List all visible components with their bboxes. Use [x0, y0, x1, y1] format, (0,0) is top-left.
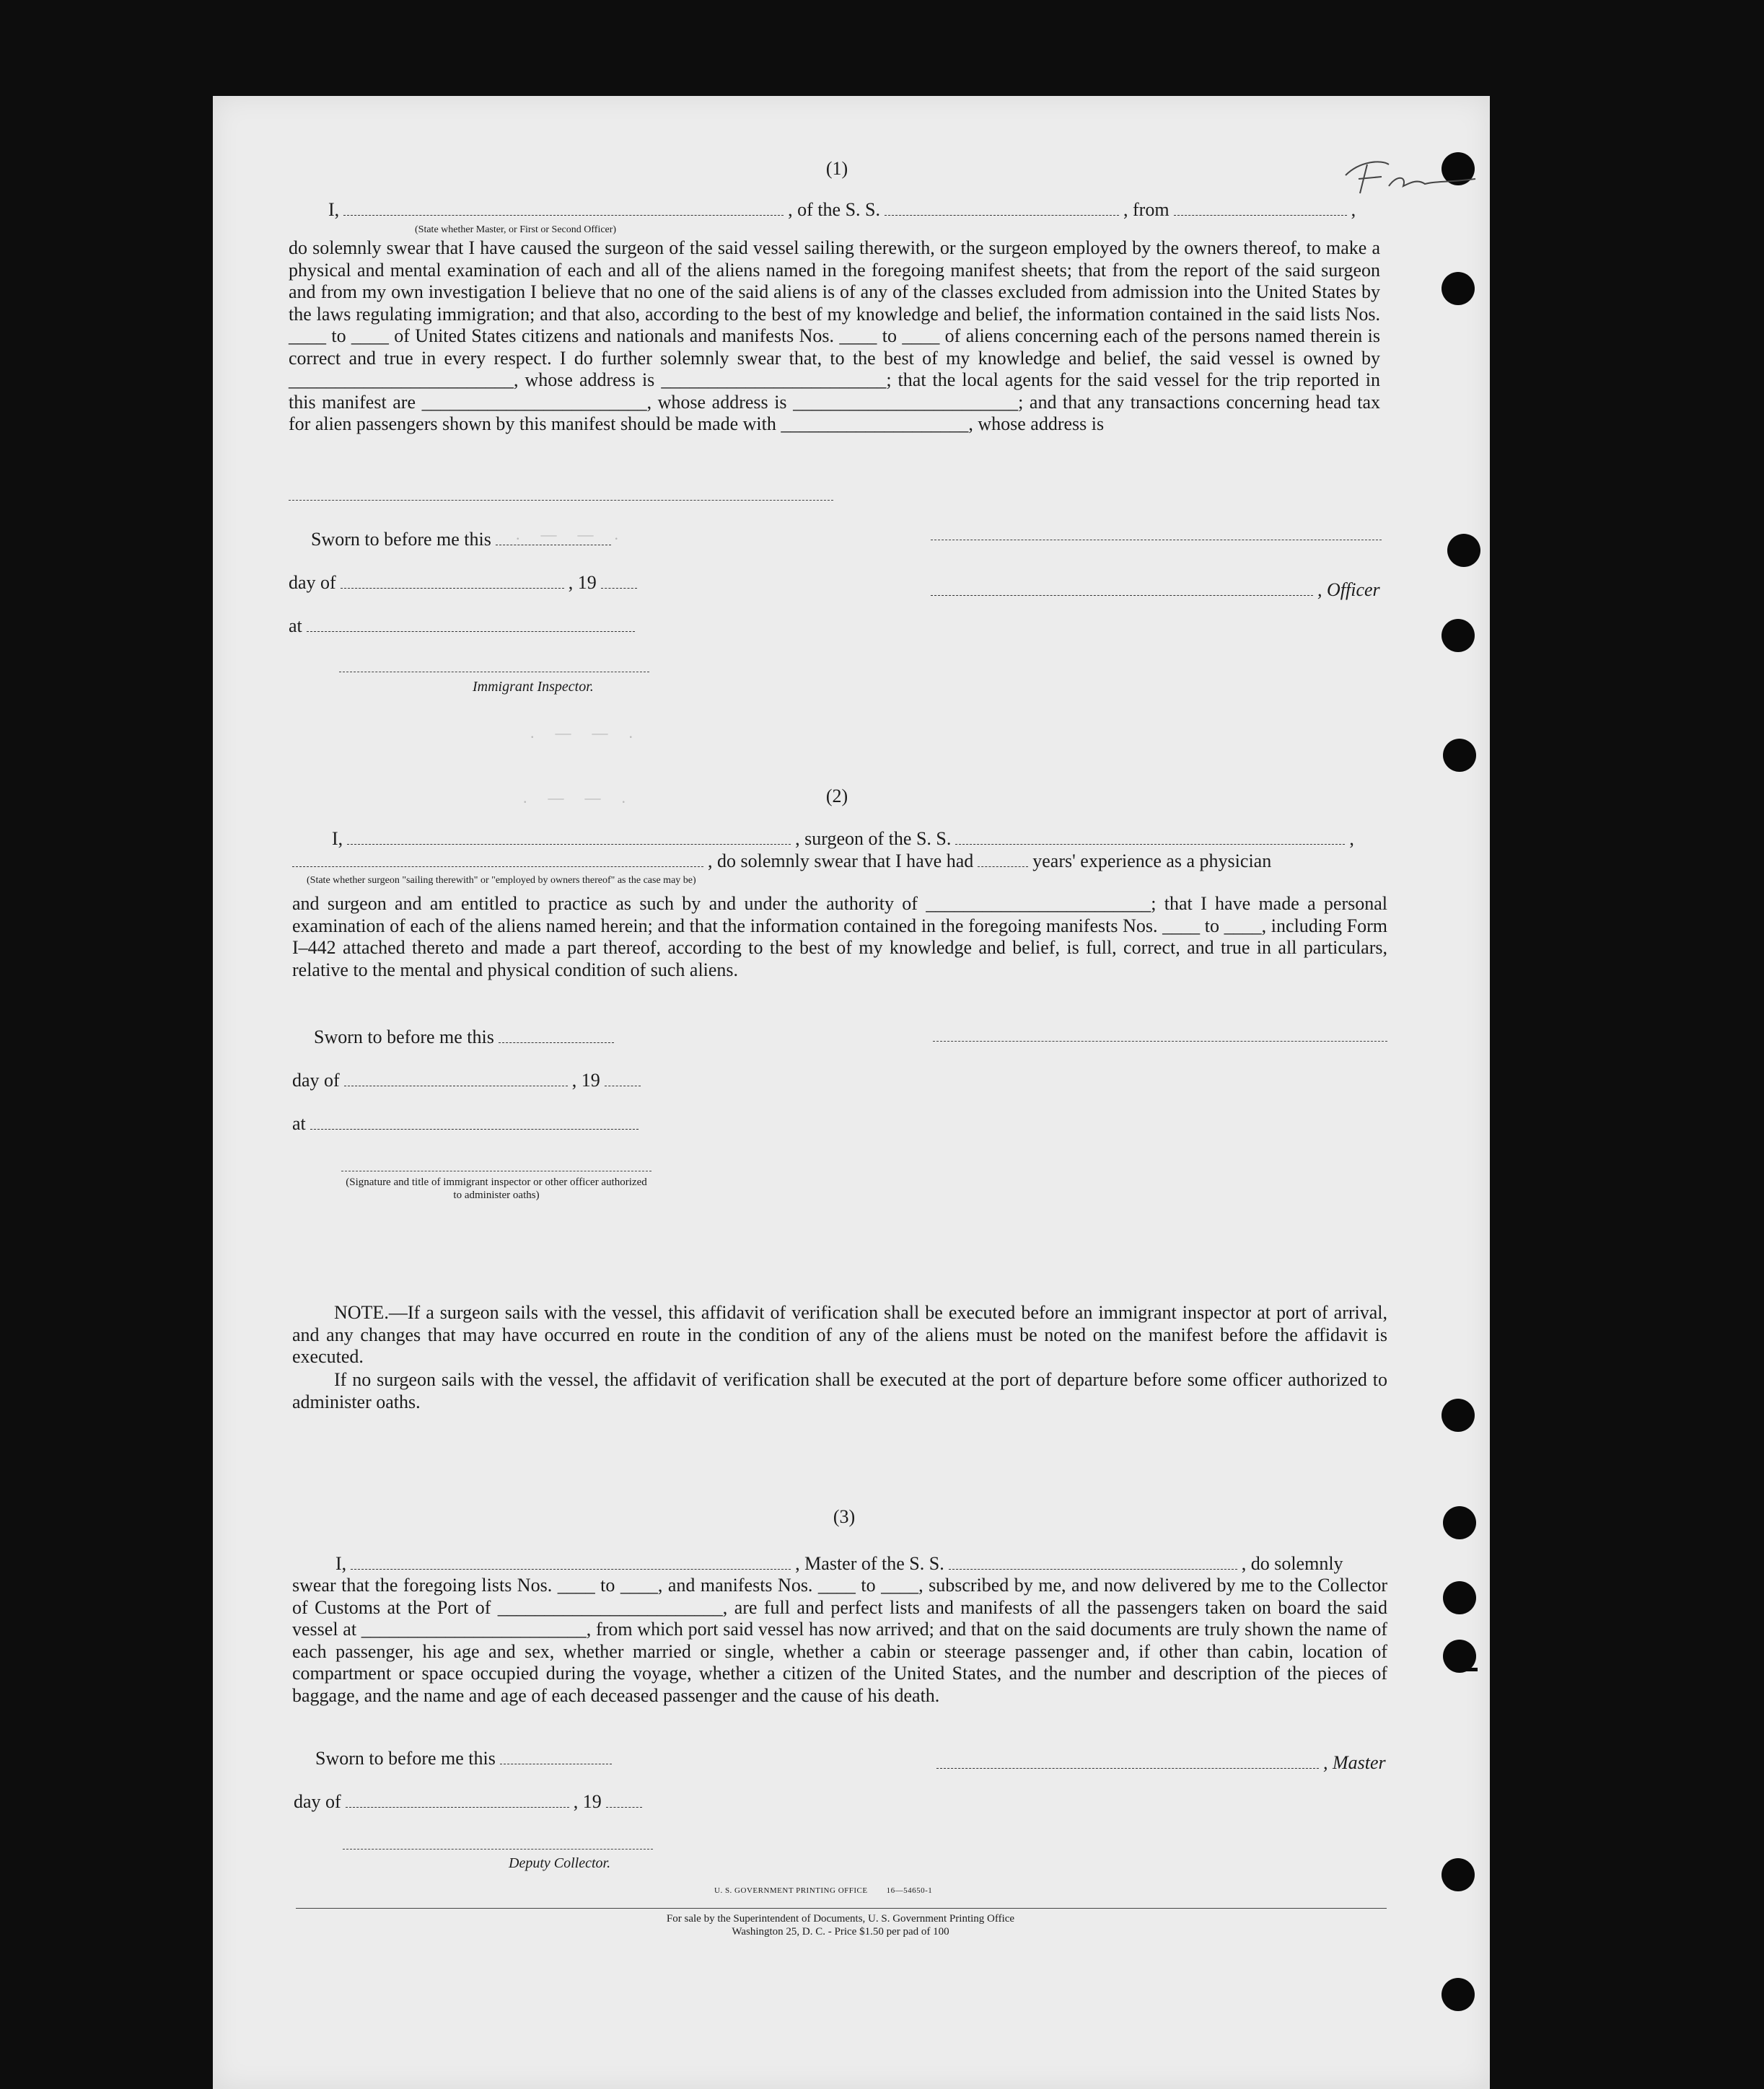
s2-at-field[interactable]	[310, 1116, 639, 1130]
manifest-page	[213, 96, 1490, 2089]
surgeon-name-field[interactable]	[347, 831, 791, 845]
s2-surgeon-sig-line	[933, 1041, 1387, 1042]
from-port-field[interactable]	[1174, 202, 1347, 216]
s2-note-2: If no surgeon sails with the vessel, the affidavit of verification shall be executed at the port of departure before some officer authorized to administer oaths.	[292, 1369, 1387, 1412]
bleed-through-mark: . — — .	[530, 724, 637, 742]
punch-hole	[1443, 739, 1476, 772]
s2-experience-line: , do solemnly swear that I have had years' experience as a physician	[292, 850, 1271, 872]
bleed-through-mark: . — — .	[523, 788, 630, 806]
master-label: , Master	[1323, 1752, 1386, 1773]
s3-deputy-sig-line	[343, 1849, 653, 1850]
deputy-collector-label: Deputy Collector.	[509, 1855, 611, 1871]
years-experience-field[interactable]	[978, 853, 1028, 867]
officer-signature-field[interactable]	[931, 582, 1313, 596]
punch-hole	[1443, 1581, 1476, 1614]
s2-surgeon-line: I, , surgeon of the S. S. ,	[332, 828, 1354, 849]
officer-note: (State whether Master, or First or Second Officer)	[415, 224, 617, 235]
s3-year-field[interactable]	[606, 1794, 642, 1808]
s3-day-of: day of , 19	[294, 1791, 646, 1813]
gpo-imprint: U. S. GOVERNMENT PRINTING OFFICE 16—54650-1	[714, 1886, 933, 1895]
s1-body-end-rule	[289, 500, 833, 501]
s2-month-field[interactable]	[344, 1073, 568, 1086]
punch-hole	[1442, 1858, 1475, 1891]
s1-from-label: , from	[1123, 199, 1170, 220]
master-name-field[interactable]	[351, 1556, 791, 1570]
officer-name-field[interactable]	[343, 202, 784, 216]
s1-year-field[interactable]	[601, 575, 637, 589]
s1-body: do solemnly swear that I have caused the surgeon of the said vessel sailing therewith, or the surgeon employed by the owners thereof, to make a physical and mental examination of each and all of the aliens named in the foregoing manifest sheets; that from the report of the said surgeon and from my own investigation I believe that no one of the said aliens is of any of the classes excluded from admission into the United States by the laws regulating immigration; and that also, according to the best of my knowledge and belief, the information contained in the said lists Nos. ____ to ____ of United States citizens and nationals and manifests Nos. ____ to ____ of aliens concerning each of the persons named therein is correct and true in every respect. I do further solemnly swear that, to the best of my knowledge and belief, the said vessel is owned by ________________________, whose address is ________________________; that the local agents for the said vessel for the trip reported in this manifest are ________________________, whose address is ________________________; and that any transactions concerning head tax for alien passengers shown by this manifest should be made with ____________________, whose address is	[289, 237, 1380, 434]
s2-vessel-field[interactable]	[955, 831, 1345, 845]
s1-sworn: Sworn to before me this	[311, 529, 615, 550]
punch-hole	[1442, 1399, 1475, 1432]
s1-month-field[interactable]	[341, 575, 564, 589]
s2-sworn-date-field[interactable]	[499, 1029, 614, 1043]
punch-hole	[1442, 1978, 1475, 2011]
s1-officer-sig	[931, 579, 1380, 601]
s2-sig-note: (Signature and title of immigrant inspector or other officer authorized to administer oaths)	[346, 1177, 647, 1201]
punch-hole	[1447, 534, 1480, 567]
s2-sworn: Sworn to before me this	[314, 1026, 618, 1048]
footer-rule	[296, 1908, 1387, 1909]
s1-day-of: day of , 19	[289, 572, 641, 594]
s3-master-line: I, , Master of the S. S. , do solemnly	[335, 1553, 1343, 1574]
s3-sworn: Sworn to before me this	[315, 1748, 616, 1769]
bleed-through-mark: . — — .	[516, 525, 623, 543]
surgeon-status-field[interactable]	[292, 853, 703, 867]
s2-note-1: NOTE.—If a surgeon sails with the vessel, this affidavit of verification shall be executed before an immigrant inspector at port of arrival, and any changes that may have occurred en route in the condition of any of the aliens must be noted on the manifest before the affidavit is executed.	[292, 1302, 1387, 1367]
s3-body: swear that the foregoing lists Nos. ____ to ____, and manifests Nos. ____ to ____, subscribed by me, and now delivered by me to the Collector of Customs at the Port of ________________________, are full and perfect lists and manifests of all the passengers taken on board the said vessel at ________________________, from which port said vessel has now arrived; and that on the said documents are truly shown the name of each passenger, his age and sex, whether married or single, whether a cabin or steerage passenger and, if other than cabin, location of compartment or space occupied during the voyage, whether a citizen of the United States, and the number and description of the pieces of baggage, and the name and age of each deceased passenger and the cause of his death.	[292, 1575, 1387, 1706]
s2-at: at	[292, 1113, 643, 1135]
s3-vessel-field[interactable]	[949, 1556, 1237, 1570]
s3-master-sig	[936, 1752, 1386, 1774]
s1-at-field[interactable]	[307, 618, 635, 632]
surgeon-note: (State whether surgeon "sailing therewith" or "employed by owners thereof" as the case may be)	[307, 875, 696, 886]
master-signature-field[interactable]	[936, 1755, 1319, 1769]
sale-notice	[588, 1912, 1093, 1938]
s2-year-field[interactable]	[605, 1073, 641, 1086]
s2-day-of: day of , 19	[292, 1070, 645, 1091]
sale-notice-line-2: Washington 25, D. C. - Price $1.50 per pad of 100	[732, 1926, 949, 1938]
vessel-name-field[interactable]	[885, 202, 1119, 216]
edge-mark	[1459, 1668, 1478, 1671]
section-1-number: (1)	[825, 158, 848, 179]
s1-officer-line: I, , of the S. S. , from ,	[328, 199, 1356, 220]
s1-at: at	[289, 615, 639, 637]
section-3-number: (3)	[833, 1506, 856, 1527]
section-2-number: (2)	[825, 786, 848, 806]
punch-hole	[1442, 272, 1475, 305]
s2-body: and surgeon and am entitled to practice as such by and under the authority of ________________________; that I have made a personal examination of each of the aliens named herein; and that the information contained in the foregoing manifests Nos. ____ to ____, including Form I–442 attached thereto and made a part thereof, according to the best of my knowledge and belief, is full, correct, and true in all particulars, relative to the mental and physical condition of such aliens.	[292, 893, 1387, 980]
officer-label: , Officer	[1317, 579, 1380, 600]
s3-sworn-date-field[interactable]	[500, 1751, 612, 1764]
sale-notice-line-1: For sale by the Superintendent of Documents, U. S. Government Printing Office	[666, 1913, 1015, 1925]
s1-of-ss-label: , of the S. S.	[788, 199, 881, 220]
immigrant-inspector-label: Immigrant Inspector.	[473, 679, 594, 695]
s1-i-label: I,	[328, 199, 340, 220]
s3-month-field[interactable]	[346, 1794, 569, 1808]
punch-hole	[1442, 619, 1475, 652]
